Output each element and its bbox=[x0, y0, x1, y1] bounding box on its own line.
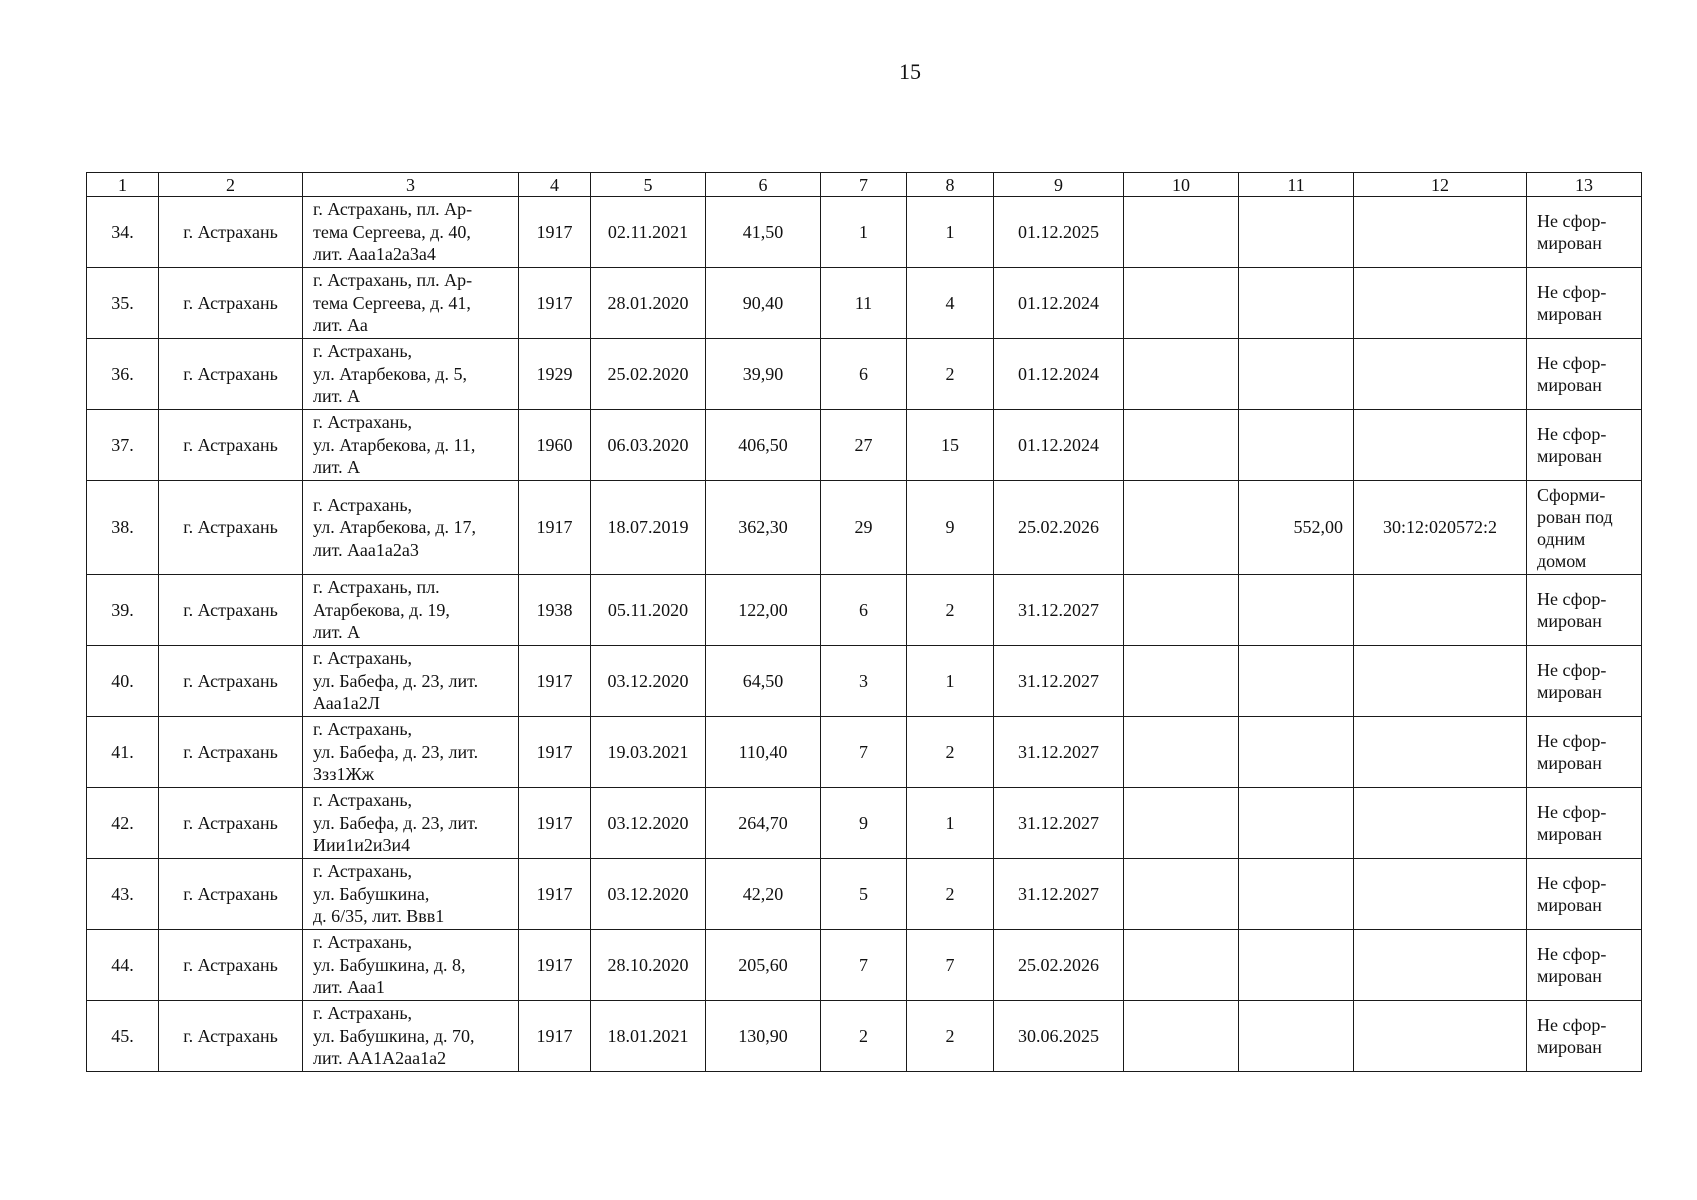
city-cell: г. Астрахань bbox=[159, 717, 303, 788]
land-status-cell-line: Не сфор- bbox=[1537, 353, 1607, 373]
deadline-cell: 31.12.2027 bbox=[994, 788, 1124, 859]
land-status-cell-line: Сформи- bbox=[1537, 484, 1606, 505]
cadastral-number-cell bbox=[1354, 859, 1527, 930]
address-cell bbox=[303, 859, 519, 930]
col10-cell bbox=[1124, 575, 1239, 646]
address-cell bbox=[303, 717, 519, 788]
land-status-cell-line: одним bbox=[1537, 528, 1586, 549]
units-cell: 9 bbox=[907, 481, 994, 575]
column-header: 4 bbox=[519, 173, 591, 197]
land-status-cell bbox=[1527, 410, 1642, 481]
land-area-cell bbox=[1239, 859, 1354, 930]
column-header: 8 bbox=[907, 173, 994, 197]
residents-cell: 27 bbox=[821, 410, 907, 481]
land-status-cell-line: мирован bbox=[1537, 753, 1602, 773]
year-cell: 1917 bbox=[519, 717, 591, 788]
address-cell bbox=[303, 268, 519, 339]
land-status-cell bbox=[1527, 646, 1642, 717]
table-row bbox=[87, 410, 1642, 481]
cadastral-number-cell bbox=[1354, 339, 1527, 410]
column-header: 10 bbox=[1124, 173, 1239, 197]
land-status-cell bbox=[1527, 197, 1642, 268]
date-cell: 28.10.2020 bbox=[591, 930, 706, 1001]
area-cell: 41,50 bbox=[706, 197, 821, 268]
deadline-cell: 01.12.2024 bbox=[994, 268, 1124, 339]
land-status-cell-line: мирован bbox=[1537, 682, 1602, 702]
residents-cell: 2 bbox=[821, 1001, 907, 1072]
deadline-cell: 01.12.2024 bbox=[994, 410, 1124, 481]
col10-cell bbox=[1124, 197, 1239, 268]
area-cell: 39,90 bbox=[706, 339, 821, 410]
land-status-cell bbox=[1527, 1001, 1642, 1072]
city-cell: г. Астрахань bbox=[159, 1001, 303, 1072]
table-row bbox=[87, 859, 1642, 930]
land-status-cell-line: мирован bbox=[1537, 1037, 1602, 1057]
table-row bbox=[87, 930, 1642, 1001]
land-area-cell bbox=[1239, 268, 1354, 339]
table-body bbox=[87, 197, 1642, 1072]
land-status-cell-line: домом bbox=[1537, 550, 1587, 571]
land-status-cell-line: Не сфор- bbox=[1537, 1015, 1607, 1035]
address-cell bbox=[303, 410, 519, 481]
year-cell: 1917 bbox=[519, 268, 591, 339]
city-cell: г. Астрахань bbox=[159, 268, 303, 339]
land-status-cell-line: мирован bbox=[1537, 611, 1602, 631]
year-cell: 1917 bbox=[519, 1001, 591, 1072]
row-number-cell: 34. bbox=[87, 197, 159, 268]
city-cell: г. Астрахань bbox=[159, 481, 303, 575]
cadastral-number-cell bbox=[1354, 575, 1527, 646]
land-status-cell-line: мирован bbox=[1537, 375, 1602, 395]
residents-cell: 7 bbox=[821, 717, 907, 788]
city-cell: г. Астрахань bbox=[159, 930, 303, 1001]
residents-cell: 6 bbox=[821, 575, 907, 646]
date-cell: 05.11.2020 bbox=[591, 575, 706, 646]
area-cell: 90,40 bbox=[706, 268, 821, 339]
address-cell-line: г. Астрахань, пл. Ар- bbox=[313, 199, 473, 220]
address-cell bbox=[303, 1001, 519, 1072]
row-number-cell: 40. bbox=[87, 646, 159, 717]
area-cell: 406,50 bbox=[706, 410, 821, 481]
cadastral-number-cell: 30:12:020572:2 bbox=[1354, 481, 1527, 575]
cadastral-number-cell bbox=[1354, 197, 1527, 268]
address-cell-line: г. Астрахань, bbox=[313, 648, 413, 669]
address-cell-line: лит. Ааа1 bbox=[313, 977, 385, 998]
address-cell-line: Атарбекова, д. 19, bbox=[313, 599, 450, 620]
date-cell: 18.07.2019 bbox=[591, 481, 706, 575]
address-cell-line: д. 6/35, лит. Ввв1 bbox=[313, 906, 445, 927]
col10-cell bbox=[1124, 410, 1239, 481]
units-cell: 2 bbox=[907, 339, 994, 410]
residents-cell: 3 bbox=[821, 646, 907, 717]
units-cell: 15 bbox=[907, 410, 994, 481]
area-cell: 264,70 bbox=[706, 788, 821, 859]
table-row bbox=[87, 481, 1642, 575]
city-cell: г. Астрахань bbox=[159, 646, 303, 717]
land-status-cell-line: мирован bbox=[1537, 824, 1602, 844]
address-cell bbox=[303, 481, 519, 575]
year-cell: 1917 bbox=[519, 859, 591, 930]
table-row bbox=[87, 646, 1642, 717]
column-header: 1 bbox=[87, 173, 159, 197]
deadline-cell: 31.12.2027 bbox=[994, 575, 1124, 646]
city-cell: г. Астрахань bbox=[159, 788, 303, 859]
land-area-cell: 552,00 bbox=[1239, 481, 1354, 575]
deadline-cell: 31.12.2027 bbox=[994, 717, 1124, 788]
year-cell: 1917 bbox=[519, 481, 591, 575]
col10-cell bbox=[1124, 859, 1239, 930]
address-cell-line: ул. Бабушкина, д. 70, bbox=[313, 1025, 475, 1046]
area-cell: 205,60 bbox=[706, 930, 821, 1001]
address-cell-line: лит. Ааа1а2а3 bbox=[313, 539, 419, 560]
deadline-cell: 01.12.2025 bbox=[994, 197, 1124, 268]
table-row bbox=[87, 788, 1642, 859]
address-cell-line: лит. Аа bbox=[313, 315, 368, 336]
deadline-cell: 01.12.2024 bbox=[994, 339, 1124, 410]
date-cell: 02.11.2021 bbox=[591, 197, 706, 268]
land-area-cell bbox=[1239, 410, 1354, 481]
year-cell: 1938 bbox=[519, 575, 591, 646]
land-status-cell-line: Не сфор- bbox=[1537, 944, 1607, 964]
address-cell-line: ул. Бабефа, д. 23, лит. bbox=[313, 741, 479, 762]
column-header: 3 bbox=[303, 173, 519, 197]
row-number-cell: 44. bbox=[87, 930, 159, 1001]
land-area-cell bbox=[1239, 339, 1354, 410]
address-cell-line: г. Астрахань, пл. Ар- bbox=[313, 270, 473, 291]
page-number: 15 bbox=[899, 59, 921, 84]
residents-cell: 29 bbox=[821, 481, 907, 575]
cadastral-number-cell bbox=[1354, 930, 1527, 1001]
city-cell: г. Астрахань bbox=[159, 197, 303, 268]
land-status-cell-line: Не сфор- bbox=[1537, 802, 1607, 822]
address-cell-line: г. Астрахань, bbox=[313, 932, 413, 953]
row-number-cell: 42. bbox=[87, 788, 159, 859]
date-cell: 03.12.2020 bbox=[591, 788, 706, 859]
address-cell-line: ул. Бабушкина, д. 8, bbox=[313, 954, 466, 975]
col10-cell bbox=[1124, 788, 1239, 859]
land-status-cell-line: Не сфор- bbox=[1537, 589, 1607, 609]
row-number-cell: 36. bbox=[87, 339, 159, 410]
city-cell: г. Астрахань bbox=[159, 859, 303, 930]
address-cell-line: Иии1и2и3и4 bbox=[313, 835, 411, 856]
address-cell-line: г. Астрахань, пл. bbox=[313, 577, 440, 598]
address-cell-line: тема Сергеева, д. 40, bbox=[313, 221, 471, 242]
year-cell: 1917 bbox=[519, 788, 591, 859]
address-cell-line: г. Астрахань, bbox=[313, 494, 413, 515]
land-status-cell-line: Не сфор- bbox=[1537, 731, 1607, 751]
column-header: 2 bbox=[159, 173, 303, 197]
date-cell: 06.03.2020 bbox=[591, 410, 706, 481]
address-cell-line: г. Астрахань, bbox=[313, 1003, 413, 1024]
area-cell: 122,00 bbox=[706, 575, 821, 646]
table-row bbox=[87, 717, 1642, 788]
address-cell-line: Ззз1Жж bbox=[313, 764, 375, 785]
column-number-row bbox=[87, 173, 1642, 197]
units-cell: 1 bbox=[907, 646, 994, 717]
row-number-cell: 37. bbox=[87, 410, 159, 481]
land-status-cell-line: мирован bbox=[1537, 304, 1602, 324]
address-cell-line: ул. Атарбекова, д. 17, bbox=[313, 517, 477, 538]
area-cell: 64,50 bbox=[706, 646, 821, 717]
land-status-cell-line: мирован bbox=[1537, 966, 1602, 986]
address-cell-line: г. Астрахань, bbox=[313, 719, 413, 740]
address-cell bbox=[303, 197, 519, 268]
row-number-cell: 45. bbox=[87, 1001, 159, 1072]
column-header: 6 bbox=[706, 173, 821, 197]
address-cell-line: г. Астрахань, bbox=[313, 412, 413, 433]
land-area-cell bbox=[1239, 646, 1354, 717]
land-status-cell bbox=[1527, 717, 1642, 788]
cadastral-number-cell bbox=[1354, 646, 1527, 717]
residents-cell: 9 bbox=[821, 788, 907, 859]
address-cell-line: лит. Ааа1а2а3а4 bbox=[313, 244, 436, 265]
land-status-cell bbox=[1527, 859, 1642, 930]
land-status-cell bbox=[1527, 339, 1642, 410]
units-cell: 1 bbox=[907, 788, 994, 859]
address-cell-line: Ааа1а2Л bbox=[313, 693, 380, 714]
housing-register-table bbox=[86, 172, 1642, 1072]
address-cell-line: лит. А bbox=[313, 622, 361, 643]
column-header: 13 bbox=[1527, 173, 1642, 197]
land-status-cell bbox=[1527, 268, 1642, 339]
land-status-cell-line: мирован bbox=[1537, 233, 1602, 253]
date-cell: 03.12.2020 bbox=[591, 859, 706, 930]
column-header: 11 bbox=[1239, 173, 1354, 197]
residents-cell: 11 bbox=[821, 268, 907, 339]
address-cell-line: г. Астрахань, bbox=[313, 861, 413, 882]
column-header: 7 bbox=[821, 173, 907, 197]
area-cell: 130,90 bbox=[706, 1001, 821, 1072]
date-cell: 03.12.2020 bbox=[591, 646, 706, 717]
land-status-cell-line: рован под bbox=[1537, 506, 1613, 527]
table-row bbox=[87, 339, 1642, 410]
city-cell: г. Астрахань bbox=[159, 575, 303, 646]
date-cell: 19.03.2021 bbox=[591, 717, 706, 788]
date-cell: 28.01.2020 bbox=[591, 268, 706, 339]
year-cell: 1917 bbox=[519, 930, 591, 1001]
address-cell bbox=[303, 575, 519, 646]
address-cell-line: лит. АА1А2аа1а2 bbox=[313, 1048, 447, 1069]
address-cell bbox=[303, 930, 519, 1001]
address-cell-line: лит. А bbox=[313, 386, 361, 407]
column-header: 12 bbox=[1354, 173, 1527, 197]
col10-cell bbox=[1124, 339, 1239, 410]
residents-cell: 5 bbox=[821, 859, 907, 930]
address-cell-line: ул. Бабушкина, bbox=[313, 883, 430, 904]
cadastral-number-cell bbox=[1354, 717, 1527, 788]
land-status-cell bbox=[1527, 481, 1642, 575]
units-cell: 2 bbox=[907, 575, 994, 646]
cadastral-number-cell bbox=[1354, 788, 1527, 859]
cadastral-number-cell bbox=[1354, 1001, 1527, 1072]
col10-cell bbox=[1124, 646, 1239, 717]
address-cell bbox=[303, 646, 519, 717]
land-area-cell bbox=[1239, 788, 1354, 859]
address-cell-line: ул. Атарбекова, д. 11, bbox=[313, 434, 476, 455]
col10-cell bbox=[1124, 481, 1239, 575]
table-row bbox=[87, 575, 1642, 646]
col10-cell bbox=[1124, 717, 1239, 788]
address-cell-line: ул. Бабефа, д. 23, лит. bbox=[313, 670, 479, 691]
land-status-cell bbox=[1527, 575, 1642, 646]
year-cell: 1960 bbox=[519, 410, 591, 481]
table-row bbox=[87, 197, 1642, 268]
land-area-cell bbox=[1239, 1001, 1354, 1072]
cadastral-number-cell bbox=[1354, 268, 1527, 339]
land-status-cell-line: Не сфор- bbox=[1537, 282, 1607, 302]
deadline-cell: 31.12.2027 bbox=[994, 646, 1124, 717]
land-area-cell bbox=[1239, 930, 1354, 1001]
units-cell: 2 bbox=[907, 859, 994, 930]
land-status-cell bbox=[1527, 930, 1642, 1001]
address-cell-line: г. Астрахань, bbox=[313, 341, 413, 362]
land-area-cell bbox=[1239, 575, 1354, 646]
land-area-cell bbox=[1239, 717, 1354, 788]
residents-cell: 1 bbox=[821, 197, 907, 268]
column-header: 5 bbox=[591, 173, 706, 197]
city-cell: г. Астрахань bbox=[159, 410, 303, 481]
date-cell: 18.01.2021 bbox=[591, 1001, 706, 1072]
units-cell: 2 bbox=[907, 717, 994, 788]
city-cell: г. Астрахань bbox=[159, 339, 303, 410]
year-cell: 1917 bbox=[519, 197, 591, 268]
residents-cell: 7 bbox=[821, 930, 907, 1001]
land-status-cell-line: мирован bbox=[1537, 895, 1602, 915]
address-cell bbox=[303, 339, 519, 410]
units-cell: 4 bbox=[907, 268, 994, 339]
column-header: 9 bbox=[994, 173, 1124, 197]
land-status-cell-line: Не сфор- bbox=[1537, 424, 1607, 444]
row-number-cell: 41. bbox=[87, 717, 159, 788]
row-number-cell: 38. bbox=[87, 481, 159, 575]
row-number-cell: 39. bbox=[87, 575, 159, 646]
land-status-cell-line: Не сфор- bbox=[1537, 660, 1607, 680]
residents-cell: 6 bbox=[821, 339, 907, 410]
units-cell: 1 bbox=[907, 197, 994, 268]
deadline-cell: 30.06.2025 bbox=[994, 1001, 1124, 1072]
table-row bbox=[87, 268, 1642, 339]
cadastral-number-cell bbox=[1354, 410, 1527, 481]
area-cell: 110,40 bbox=[706, 717, 821, 788]
land-status-cell-line: Не сфор- bbox=[1537, 873, 1607, 893]
table-row bbox=[87, 1001, 1642, 1072]
address-cell-line: ул. Атарбекова, д. 5, bbox=[313, 363, 468, 384]
land-status-cell bbox=[1527, 788, 1642, 859]
row-number-cell: 43. bbox=[87, 859, 159, 930]
date-cell: 25.02.2020 bbox=[591, 339, 706, 410]
units-cell: 2 bbox=[907, 1001, 994, 1072]
units-cell: 7 bbox=[907, 930, 994, 1001]
land-area-cell bbox=[1239, 197, 1354, 268]
address-cell-line: лит. А bbox=[313, 457, 361, 478]
year-cell: 1929 bbox=[519, 339, 591, 410]
row-number-cell: 35. bbox=[87, 268, 159, 339]
address-cell-line: тема Сергеева, д. 41, bbox=[313, 292, 471, 313]
area-cell: 362,30 bbox=[706, 481, 821, 575]
land-status-cell-line: мирован bbox=[1537, 446, 1602, 466]
area-cell: 42,20 bbox=[706, 859, 821, 930]
deadline-cell: 31.12.2027 bbox=[994, 859, 1124, 930]
deadline-cell: 25.02.2026 bbox=[994, 481, 1124, 575]
year-cell: 1917 bbox=[519, 646, 591, 717]
address-cell-line: ул. Бабефа, д. 23, лит. bbox=[313, 812, 479, 833]
address-cell bbox=[303, 788, 519, 859]
address-cell-line: г. Астрахань, bbox=[313, 790, 413, 811]
col10-cell bbox=[1124, 930, 1239, 1001]
land-status-cell-line: Не сфор- bbox=[1537, 211, 1607, 231]
col10-cell bbox=[1124, 268, 1239, 339]
deadline-cell: 25.02.2026 bbox=[994, 930, 1124, 1001]
col10-cell bbox=[1124, 1001, 1239, 1072]
